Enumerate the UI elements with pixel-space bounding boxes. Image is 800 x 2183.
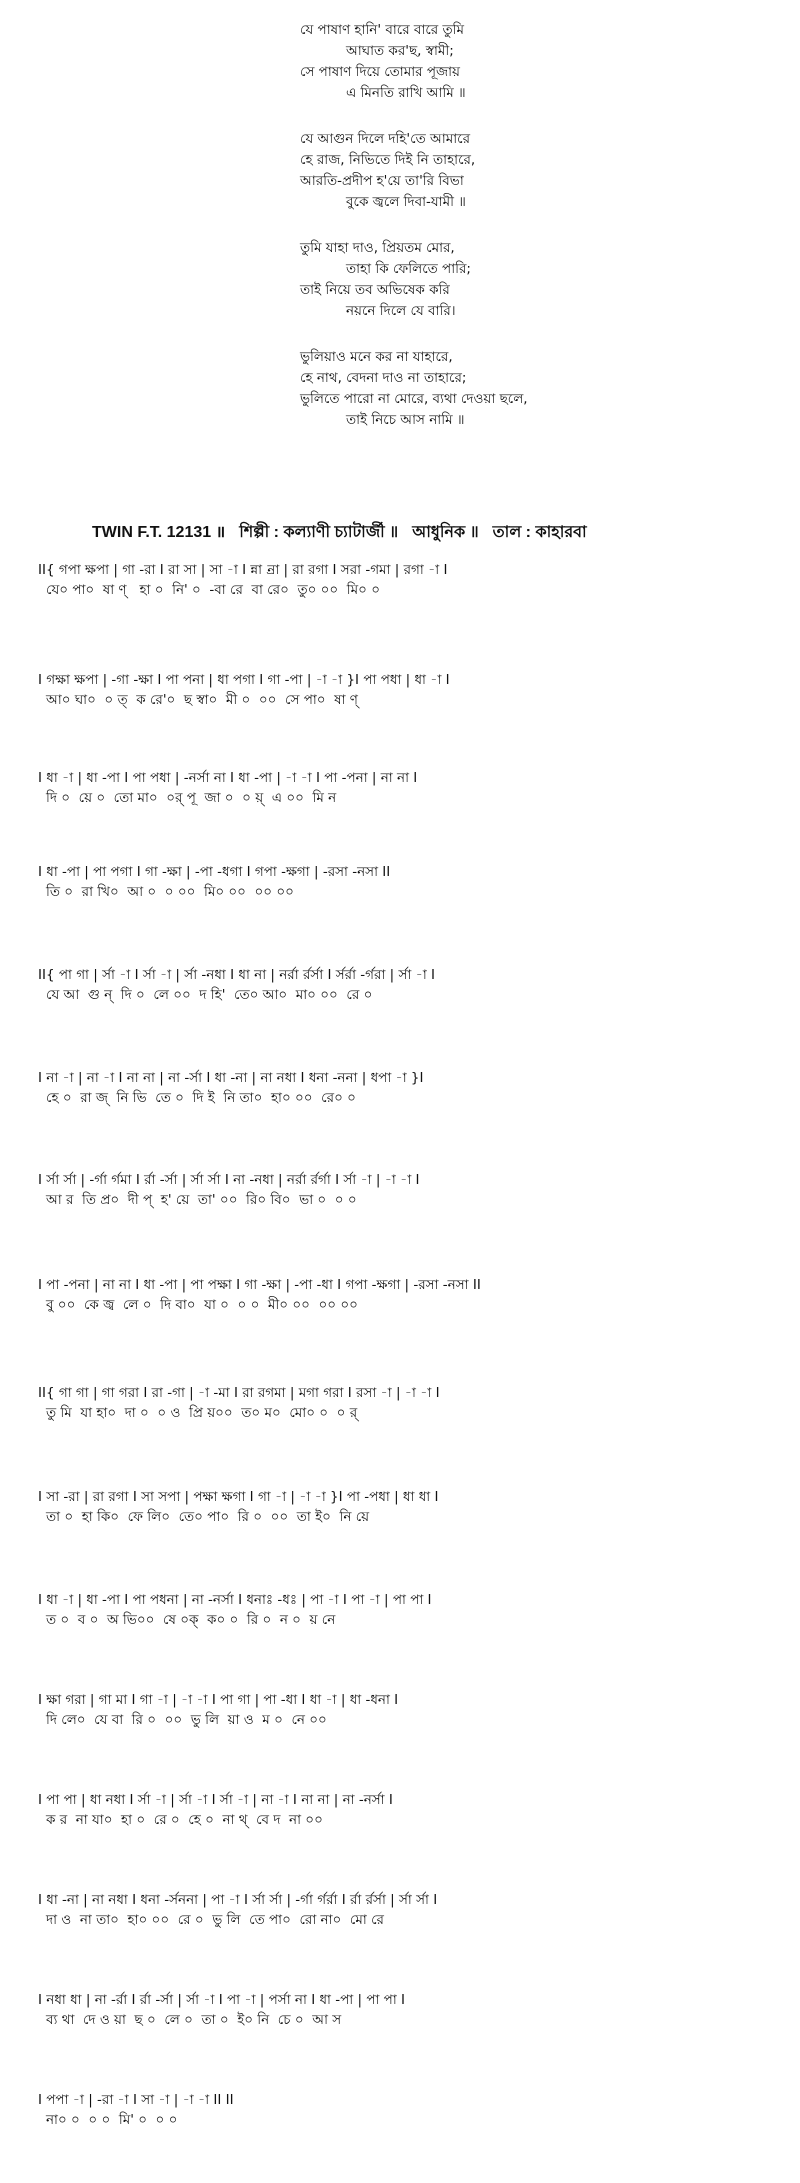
poem-line: যে আগুন দিলে দহি'তে আমারে: [300, 131, 471, 147]
swara-line: I ধা -া | ধা -পা I পা পধনা | না -নর্সা I ধনাঃ -ধঃ | পা -া I পা -া | পা পা I: [38, 1592, 432, 1608]
swara-line: II{ গা গা | গা গরা I রা -গা | -া -মা I রা রগমা | মগা গরা I রসা -া | -া -া I: [38, 1385, 440, 1401]
swara-line: I ধা -পা | পা পগা I গা -ক্ষা | -পা -ধগা I গপা -ক্ষগা | -রসা -নসা II: [38, 864, 391, 880]
notation-block: [38, 2090, 778, 2130]
lyric-syllable-line: যে আ গু ন্ দি ০ লে ০০ দ হি' তে০ আ০ মা০ ০০ রে ০: [46, 987, 373, 1003]
lyric-syllable-line: দি লে০ যে বা রি ০ ০০ ভু লি য়া ও ম ০ নে ০০: [46, 1712, 327, 1728]
record-number: TWIN F.T. 12131 ॥: [92, 524, 226, 541]
notation-block: [38, 560, 778, 600]
swara-line: II{ পা গা | র্সা -া I র্সা -া | র্সা -নধা I ধা না | নর্রা র্রর্সা I র্সর্রা -র্গরা | র্সা -া I: [38, 967, 436, 983]
poem-line: আঘাত কর'ছ, স্বামী;: [346, 43, 454, 59]
swara-line: I ক্ষা গরা | গা মা I গা -া | -া -া I পা গা | পা -ধা I ধা -া | ধা -ধনা I: [38, 1692, 399, 1708]
swara-line: I সা -রা | রা রগা I সা সপা | পক্ষা ক্ষগা I গা -া | -া -া }I পা -পধা | ধা ধা I: [38, 1489, 439, 1505]
notation-block: [38, 1990, 778, 2030]
poem-line: হে রাজ, নিভিতে দিই নি তাহারে,: [300, 152, 476, 168]
lyric-syllable-line: দি ০ য়ে ০ তো মা০ ০র্ পূ জা ০ ০ য়্ এ ০০ মি ন: [46, 790, 337, 806]
poem-line: সে পাষাণ দিয়ে তোমার পূজায়: [300, 64, 460, 80]
poem-line: তুমি যাহা দাও, প্রিয়তম মোর,: [300, 240, 455, 256]
swara-line: I র্সা র্সা | -র্গা র্গমা I র্রা -র্সা | র্সা র্সা I না -নধা | নর্রা র্রর্গা I র্সা -া | -া -া I: [38, 1172, 420, 1188]
stanza-3: [300, 238, 720, 322]
notation-block: [38, 1487, 778, 1527]
song-header: [92, 519, 792, 546]
notation-block: [38, 1275, 778, 1315]
swara-line: I নধা ধা | না -র্রা I র্রা -র্সা | র্সা -া I পা -া | পর্সা না I ধা -পা | পা পা I: [38, 1992, 406, 2008]
stanza-1: [300, 20, 720, 104]
notation-block: [38, 1068, 778, 1108]
notation-block: [38, 1170, 778, 1210]
stanza-2: [300, 129, 720, 213]
poem-line: ভুলিতে পারো না মোরে, ব্যথা দেওয়া ছলে,: [300, 391, 528, 407]
poem-line: নয়নে দিলে যে বারি।: [346, 303, 456, 319]
swara-line: I পা -পনা | না না I ধা -পা | পা পক্ষা I গা -ক্ষা | -পা -ধা I গপা -ক্ষগা | -রসা -নসা II: [38, 1277, 481, 1293]
artist-label: শিল্পী : কল্যাণী চ্যাটার্জী ॥: [239, 524, 399, 541]
notation-block: [38, 965, 778, 1005]
lyric-syllable-line: ক র না যা০ হা ০ রে ০ হে ০ না থ্ বে দ না ০০: [46, 1812, 323, 1828]
poem-line: বুকে জ্বলে দিবা-যামী ॥: [346, 194, 466, 210]
lyric-syllable-line: তা ০ হা কি০ ফে লি০ তে০ পা০ রি ০ ০০ তা ই০ নি য়ে: [46, 1509, 370, 1525]
lyric-syllable-line: দা ও না তা০ হা০ ০০ রে ০ ভু লি তে পা০ রো না০ মো রে: [46, 1912, 384, 1928]
poem-line: আরতি-প্রদীপ হ'য়ে তা'রি বিভা: [300, 173, 464, 189]
swara-line: I গক্ষা ক্ষপা | -গা -ক্ষা I পা পনা | ধা পগা I গা -পা | -া -া }I পা পধা | ধা -া I: [38, 672, 450, 688]
notation-block: [38, 1590, 778, 1630]
stanza-4: [300, 347, 720, 431]
poem-line: এ মিনতি রাখি আমি ॥: [346, 85, 466, 101]
poem-line: হে নাথ, বেদনা দাও না তাহারে;: [300, 370, 467, 386]
lyric-syllable-line: আ র তি প্র০ দী প্ হ' য়ে তা' ০০ রি০ বি০ ভা ০ ০ ০: [46, 1192, 357, 1208]
swara-line: I পা পা | ধা নধা I র্সা -া | র্সা -া I র্সা -া | না -া I না না | না -নর্সা I: [38, 1792, 393, 1808]
swara-line: I ধা -না | না নধা I ধনা -র্সননা | পা -া I র্সা র্সা | -র্গা র্গর্রা I র্রা র্রর্সা | র্সা র্সা I: [38, 1892, 438, 1908]
notation-block: [38, 862, 778, 902]
genre-label: আধুনিক ॥: [412, 524, 479, 541]
poem-line: তাই নিচে আস নামি ॥: [346, 412, 465, 428]
notation-block: [38, 1383, 778, 1423]
lyric-syllable-line: তু মি যা হা০ দা ০ ০ ও প্রি য়০০ ত০ ম০ মো০ ০ ০ র্: [46, 1405, 358, 1421]
poem-line: যে পাষাণ হানি' বারে বারে তুমি: [300, 22, 464, 38]
swara-line: I ধা -া | ধা -পা I পা পধা | -নর্সা না I ধা -পা | -া -া I পা -পনা | না না I: [38, 770, 418, 786]
swara-line: I না -া | না -া I না না | না -র্সা I ধা -না | না নধা I ধনা -ননা | ধপা -া }I: [38, 1070, 424, 1086]
lyrics-poem: [300, 20, 720, 456]
notation-block: [38, 1790, 778, 1830]
lyric-syllable-line: না০ ০ ০ ০ মি' ০ ০ ০: [46, 2112, 178, 2128]
lyric-syllable-line: বু ০০ কে জ্ব লে ০ দি বা০ যা ০ ০ ০ মী০ ০০ ০০ ০০: [46, 1297, 358, 1313]
lyric-syllable-line: ত ০ ব ০ অ ভি০০ ষে ০ক্ ক০ ০ রি ০ ন ০ য় নে: [46, 1612, 336, 1628]
tala-label: তাল : কাহারবা: [492, 524, 587, 541]
poem-line: ভুলিয়াও মনে কর না যাহারে,: [300, 349, 453, 365]
notation-block: [38, 1690, 778, 1730]
swara-line: II{ গপা ক্ষপা | গা -রা I রা সা | সা -া I ন্না ন্রা | রা রগা I সরা -গমা | রগা -া I: [38, 562, 448, 578]
lyric-syllable-line: হে ০ রা জ্ নি ভি তে ০ দি ই নি তা০ হা০ ০০ রে০ ০: [46, 1090, 356, 1106]
lyric-syllable-line: যে০ পা০ ষা ণ্ হা ০ নি' ০ -বা রে বা রে০ তু০ ০০ মি০ ০: [46, 582, 380, 598]
lyric-syllable-line: তি ০ রা খি০ আ ০ ০ ০০ মি০ ০০ ০০ ০০: [46, 884, 294, 900]
swara-line: I পপা -া | -রা -া I সা -া | -া -া II II: [38, 2092, 234, 2108]
lyric-syllable-line: ব্য থা দে ও য়া ছ ০ লে ০ তা ০ ই০ নি চে ০ আ স: [46, 2012, 342, 2028]
notation-block: [38, 1890, 778, 1930]
poem-line: তাই নিয়ে তব অভিষেক করি: [300, 282, 450, 298]
notation-block: [38, 768, 778, 808]
notation-block: [38, 670, 778, 710]
lyric-syllable-line: আ০ ঘা০ ০ ত্ ক রে'০ ছ স্বা০ মী ০ ০০ সে পা০ ষা ণ্: [46, 692, 358, 708]
poem-line: তাহা কি ফেলিতে পারি;: [346, 261, 471, 277]
